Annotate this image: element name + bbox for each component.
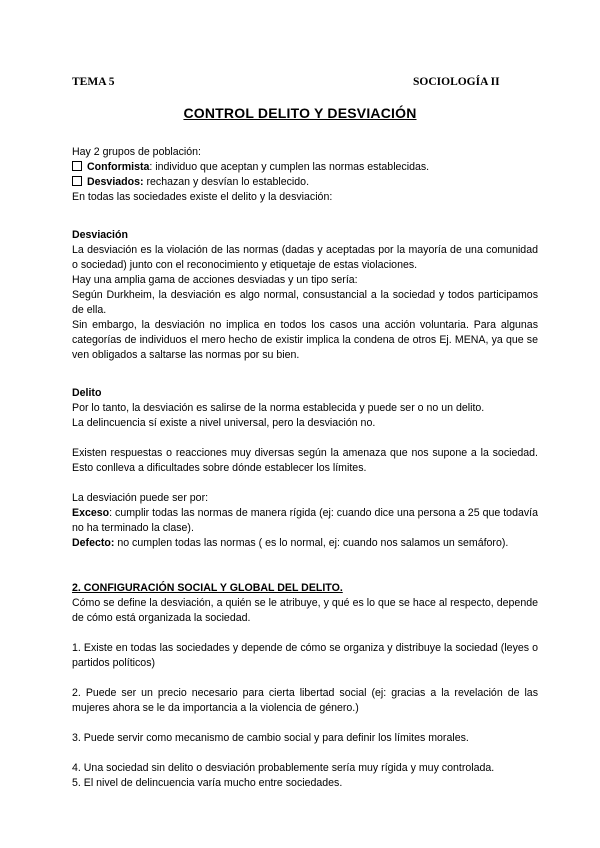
intro-lead: Hay 2 grupos de población: <box>72 146 201 158</box>
header-subject: SOCIOLOGÍA II <box>413 76 500 88</box>
header-topic: TEMA 5 <box>72 76 115 88</box>
paragraph: Según Durkheim, la desviación es algo normal, consustancial a la sociedad y todos participamos de ella. <box>72 289 538 316</box>
paragraph: La desviación puede ser por: <box>72 492 209 504</box>
heading-text: Delito <box>72 387 102 399</box>
paragraph: Hay una amplia gama de acciones desviadas y un tipo sería: <box>72 274 358 286</box>
document-title: CONTROL DELITO Y DESVIACIÓN <box>183 105 417 121</box>
intro-closing: En todas las sociedades existe el delito y la desviación: <box>72 191 333 203</box>
paragraph: Por lo tanto, la desviación es salirse de la norma establecida y puede ser o no un delito. <box>72 402 485 414</box>
term-text: : cumplir todas las normas de manera rígida (ej: cuando dice una persona a 25 que todavía no ha terminado la clase). <box>72 507 538 534</box>
paragraph: La desviación es la violación de las normas (dadas y aceptadas por la mayoría de una comunidad o sociedad) junto con el reconocimiento y etiquetaje de estas violaciones. <box>72 244 538 271</box>
list-item: 3. Puede servir como mecanismo de cambio social y para definir los límites morales. <box>72 732 469 744</box>
heading-text: Desviación <box>72 229 128 241</box>
term-text: no cumplen todas las normas ( es lo normal, ej: cuando nos salamos un semáforo). <box>114 537 509 549</box>
term-label: Exceso <box>72 507 110 519</box>
paragraph-defecto <box>72 536 538 551</box>
list-item: 4. Una sociedad sin delito o desviación probablemente sería muy rígida y muy controlada. <box>72 762 495 774</box>
section-heading <box>72 581 538 596</box>
list-item: 5. El nivel de delincuencia varía mucho entre sociedades. <box>72 777 343 789</box>
heading-desviacion <box>72 228 538 243</box>
section-heading-text: 2. CONFIGURACIÓN SOCIAL Y GLOBAL DEL DELITO. <box>72 582 343 594</box>
paragraph: Cómo se define la desviación, a quién se le atribuye, y qué es lo que se hace al respecto, depende de cómo está organizada la sociedad. <box>72 597 538 624</box>
item-label: Conformista <box>87 161 150 173</box>
list-item: 1. Existe en todas las sociedades y depende de cómo se organiza y distribuye la sociedad (leyes o partidos políticos) <box>72 642 538 669</box>
checkbox-icon <box>72 176 82 186</box>
item-label: Desviados: <box>87 176 144 188</box>
list-item: 2. Puede ser un precio necesario para cierta libertad social (ej: gracias a la revelación de las mujeres ahora se le da importancia a la violencia de género.) <box>72 687 538 714</box>
list-item-conformista <box>72 160 538 175</box>
list-item-desviados <box>72 175 538 190</box>
item-text: rechazan y desvían lo establecido. <box>143 176 310 188</box>
document-body <box>72 145 538 791</box>
checkbox-icon <box>72 161 82 171</box>
heading-delito <box>72 386 538 401</box>
item-text: : individuo que aceptan y cumplen las normas establecidas. <box>149 161 430 173</box>
paragraph: Sin embargo, la desviación no implica en todos los casos una acción voluntaria. Para algunas categorías de individuos el mero hecho de existir implica la condena de otros Ej. MENA, ya que se ven obligados a saltarse las normas por su bien. <box>72 319 538 361</box>
paragraph-exceso <box>72 506 538 536</box>
paragraph: La delincuencia sí existe a nivel universal, pero la desviación no. <box>72 417 376 429</box>
term-label: Defecto: <box>72 537 115 549</box>
paragraph: Existen respuestas o reacciones muy diversas según la amenaza que nos supone a la sociedad. Esto conlleva a dificultades sobre dónde establecer los límites. <box>72 447 538 474</box>
